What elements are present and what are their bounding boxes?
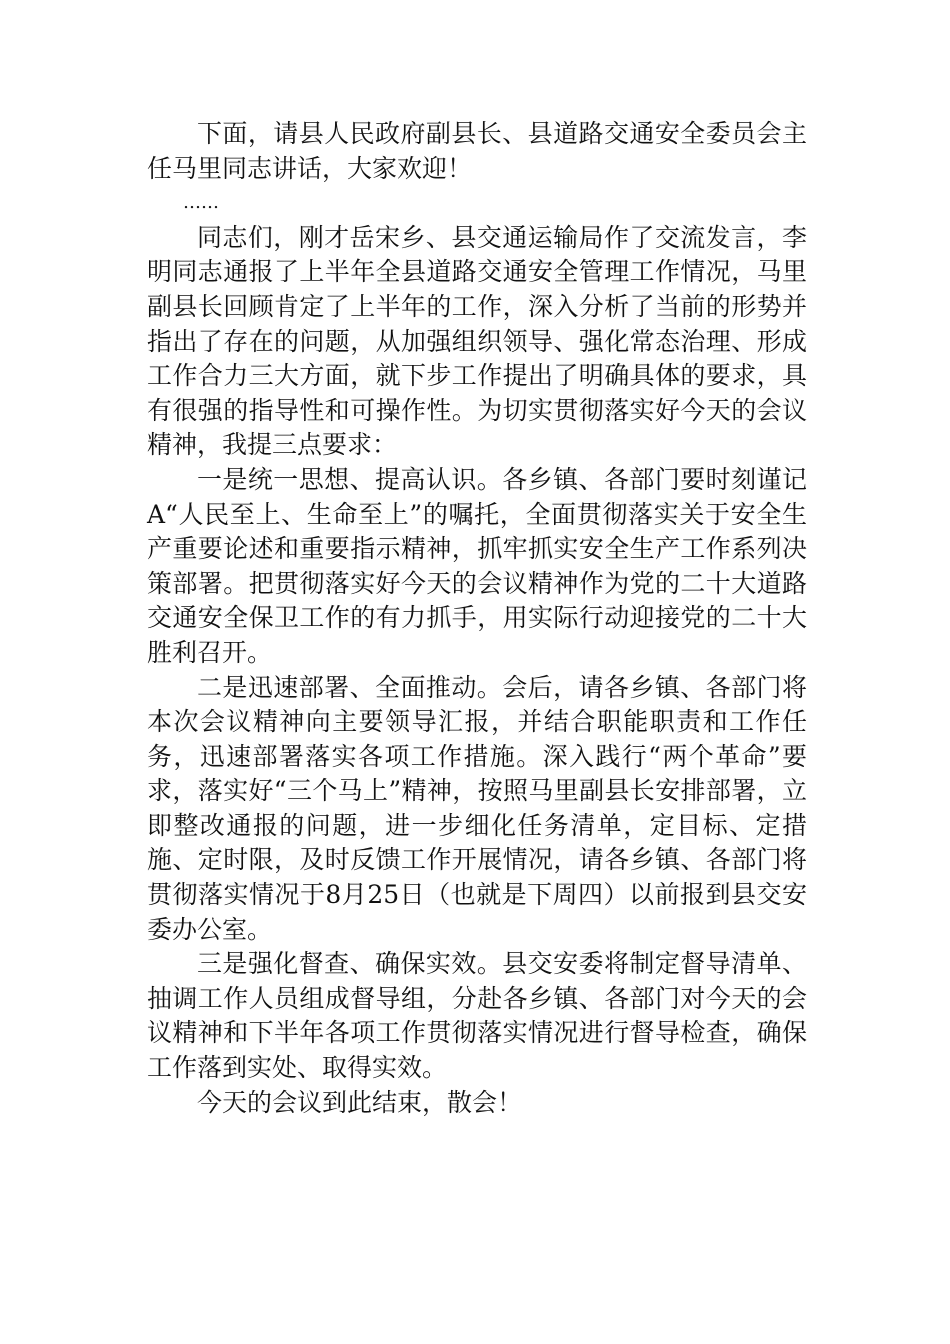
paragraph-requirement-three: 三是强化督查、确保实效。县交安委将制定督导清单、抽调工作人员组成督导组，分赴各乡镇、各部门对今天的会议精神和下半年各项工作贯彻落实情况进行督导检查，确保工作落到实处、取得实效。 (147, 949, 807, 1083)
document-body (147, 117, 807, 1120)
paragraph-introduction: 下面，请县人民政府副县长、县道路交通安全委员会主任马里同志讲话，大家欢迎！ (147, 119, 807, 183)
paragraph-summary: 同志们，刚才岳宋乡、县交通运输局作了交流发言，李明同志通报了上半年全县道路交通安全管理工作情况，马里副县长回顾肯定了上半年的工作，深入分析了当前的形势并指出了存在的问题，从加强组织领导、强化常态治理、形成工作合力三大方面，就下步工作提出了明确具体的要求，具有很强的指导性和可操作性。为切实贯彻落实好今天的会议精神，我提三点要求： (147, 222, 807, 460)
paragraph-requirement-one: 一是统一思想、提高认识。各乡镇、各部门要时刻谨记A“人民至上、生命至上”的嘱托，全面贯彻落实关于安全生产重要论述和重要指示精神，抓牢抓实安全生产工作系列决策部署。把贯彻落实好今天的会议精神作为党的二十大道路交通安全保卫工作的有力抓手，用实际行动迎接党的二十大胜利召开。 (147, 464, 807, 667)
paragraph-requirement-two: 二是迅速部署、全面推动。会后，请各乡镇、各部门将本次会议精神向主要领导汇报，并结合职能职责和工作任务，迅速部署落实各项工作措施。深入践行“两个革命”要求，落实好“三个马上”精神，按照马里副县长安排部署，立即整改通报的问题，进一步细化任务清单，定目标、定措施、定时限，及时反馈工作开展情况，请各乡镇、各部门将贯彻落实情况于8月25日（也就是下周四）以前报到县交安委办公室。 (147, 672, 807, 944)
ellipsis-line: …… (183, 192, 219, 214)
paragraph-closing: 今天的会议到此结束，散会！ (197, 1087, 523, 1117)
